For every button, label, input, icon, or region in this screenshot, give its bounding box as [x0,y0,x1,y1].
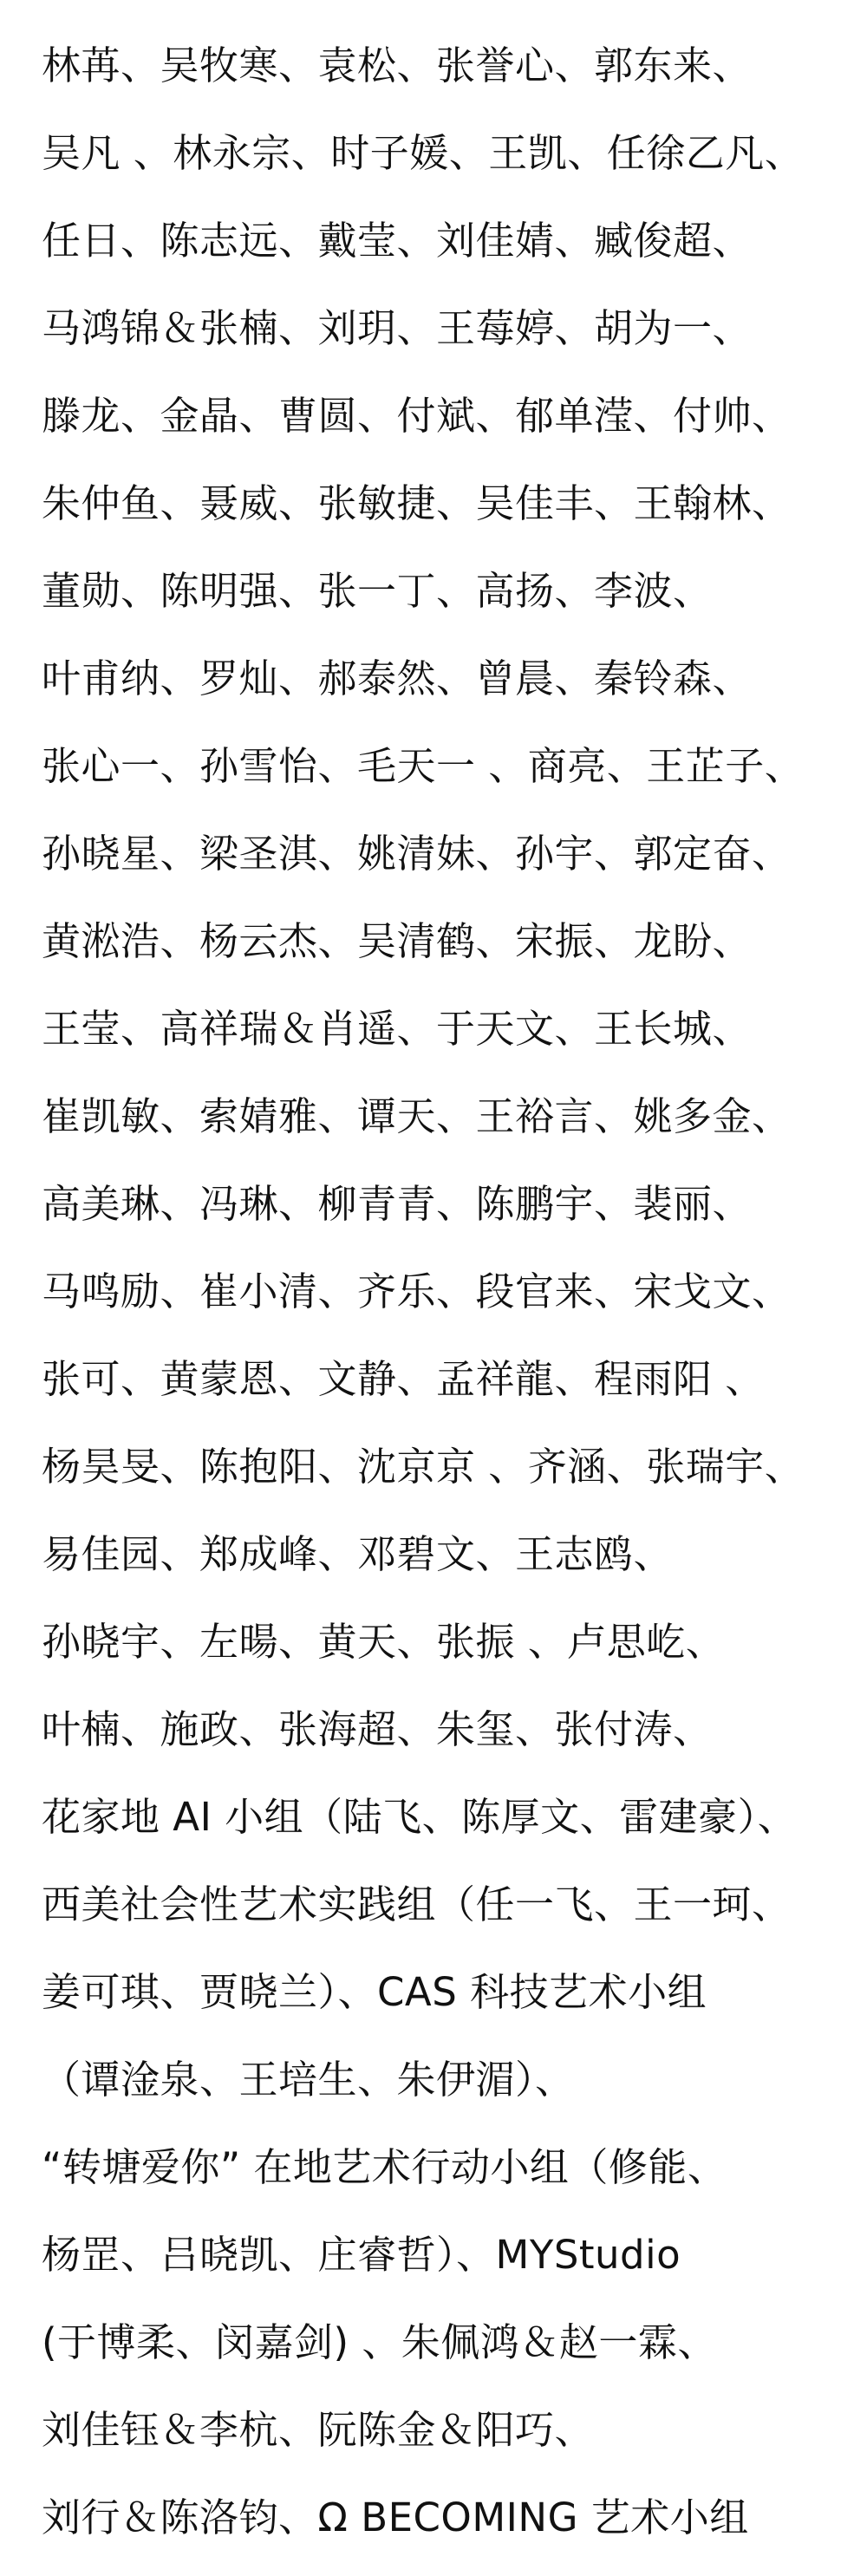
name-list-line: 张可、黄蒙恩、文静、孟祥龍、程雨阳 、 [42,1356,765,1402]
name-list-line: 叶楠、施政、张海超、朱玺、张付涛、 [42,1706,713,1752]
name-list-line: 马鸿锦＆张楠、刘玥、王莓婷、胡为一、 [42,305,753,351]
name-list-line: 孙晓星、梁圣淇、姚清妹、孙宇、郭定奋、 [42,831,792,877]
name-list-line: 孙晓宇、左暘、黄天、张振 、卢思屹、 [42,1619,726,1665]
name-list-line: 张心一、孙雪怡、毛天一 、商亮、王芷子、 [42,743,805,789]
name-list-line: 叶甫纳、罗灿、郝泰然、曾晨、秦铃森、 [42,655,753,701]
name-list-line: 刘行＆陈洛钧、Ω BECOMING 艺术小组 [42,2494,749,2540]
name-list-line: 杨罡、吕晓凯、庄睿哲）、MYStudio [42,2232,681,2278]
name-list-line: 花家地 AI 小组（陆飞、陈厚文、雷建豪）、 [42,1794,798,1840]
name-list-line: 吴凡 、林永宗、时子媛、王凯、任徐乙凡、 [42,130,805,176]
name-list-line: 崔凯敏、索婧雅、谭天、王裕言、姚多金、 [42,1093,792,1139]
name-list-line: 杨昊旻、陈抱阳、沈京京 、齐涵、张瑞宇、 [42,1444,805,1490]
name-list-line: 姜可琪、贾晓兰）、CAS 科技艺术小组 [42,1969,707,2015]
name-list-line: （谭淦泉、王培生、朱伊湄）、 [42,2057,575,2103]
name-list-line: 高美琳、冯琳、柳青青、陈鹏宇、裴丽、 [42,1181,753,1227]
name-list-line: 易佳园、郑成峰、邓碧文、王志鸥、 [42,1531,674,1577]
name-list-line: 朱仲鱼、聂威、张敏捷、吴佳丰、王翰林、 [42,480,792,526]
name-list-line: 西美社会性艺术实践组（任一飞、王一珂、 [42,1881,792,1927]
name-list-line: 刘佳钰＆李杭、阮陈金＆阳巧、 [42,2407,595,2453]
name-list-line: 马鸣励、崔小清、齐乐、段官来、宋戈文、 [42,1268,792,1314]
name-list-line: 董勋、陈明强、张一丁、高扬、李波、 [42,568,713,614]
name-list-line: “转塘爱你” 在地艺术行动小组（修能、 [42,2144,727,2190]
name-list-line: 滕龙、金晶、曹圆、付斌、郁单滢、付帅、 [42,393,792,439]
name-list-line: 王莹、高祥瑞＆肖遥、于天文、王长城、 [42,1006,753,1052]
name-list-line: 任日、陈志远、戴莹、刘佳婧、臧俊超、 [42,218,753,264]
name-list-line: 林苒、吴牧寒、袁松、张誉心、郭东来、 [42,42,753,88]
name-list [42,36,867,2576]
name-list-line: 黄淞浩、杨云杰、吴清鹤、宋振、龙盼、 [42,918,753,964]
name-list-line: (于博柔、闵嘉剑) 、朱佩鸿＆赵一霖、 [42,2319,717,2365]
